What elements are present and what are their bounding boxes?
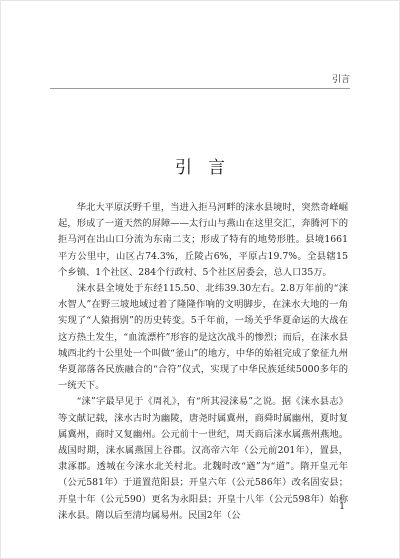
paragraph-2: 涞水县全境处于东经115.50、北纬39.30左右。2.8万年前的“涞水智人”在野三坡地域过着了隆隆作响的文明脚步，在涞水大地的一角实现了“人猿揖别”的历史转变。5千年前，一场关乎华夏命运的大战在这方热土发生，“血流漂杵”形容的是这次战斗的惨烈；而后，在涞水县城西北约十公里处一个叫做“釜山”的地方，中华的始祖完成了象征九州华夏部落各民族融合的“合符”仪式，实现了中华民族延续5000多年的一统天下。 [58,283,348,392]
header-rule [50,88,350,89]
running-head: 引言 [331,75,350,85]
page-number: 1 [339,502,345,512]
chapter-title: 引言 [175,158,241,178]
body-text [58,200,348,524]
paragraph-3: “涞”字最早见于《周礼》，有“所其浸涞易”之说。据《涞水县志》等文献记载，涞水古时为幽陵，唐尧时属冀州，商舜时属幽州，夏时复属冀州，商时又复幽州。公元前十一世纪，周天商后涞水属燕州燕地。战国时期，涞水属燕国上谷郡。汉高帝六年（公元前201年），置县，隶涿郡。透城在今涞水北关村北。北魏时改“遒”为“道”。隋开皇元年（公元581年）于道置范阳县；开皇六年（公元586年）改名固安县；开皇十年（公元590）更名为永阳县；开皇十八年（公元598年）始称涞水县。隋以后至清均属易州。民国2年（公 [58,396,348,521]
paragraph-1: 华北大平原沃野千里，当进入拒马河畔的涞水县境时，突然奇峰崛起，形成了一道天然的屏障——太行山与燕山在这里交汇，奔腾河下的拒马河在出山口分流为东南二支；形成了特有的地势形胜。县境1661平方公里中，山区占74.3%，丘陵占6%，平原占19.7%。全县辖15个乡镇、1个社区、284个行政村、5个社区居委会，总人口35万。 [58,202,348,278]
